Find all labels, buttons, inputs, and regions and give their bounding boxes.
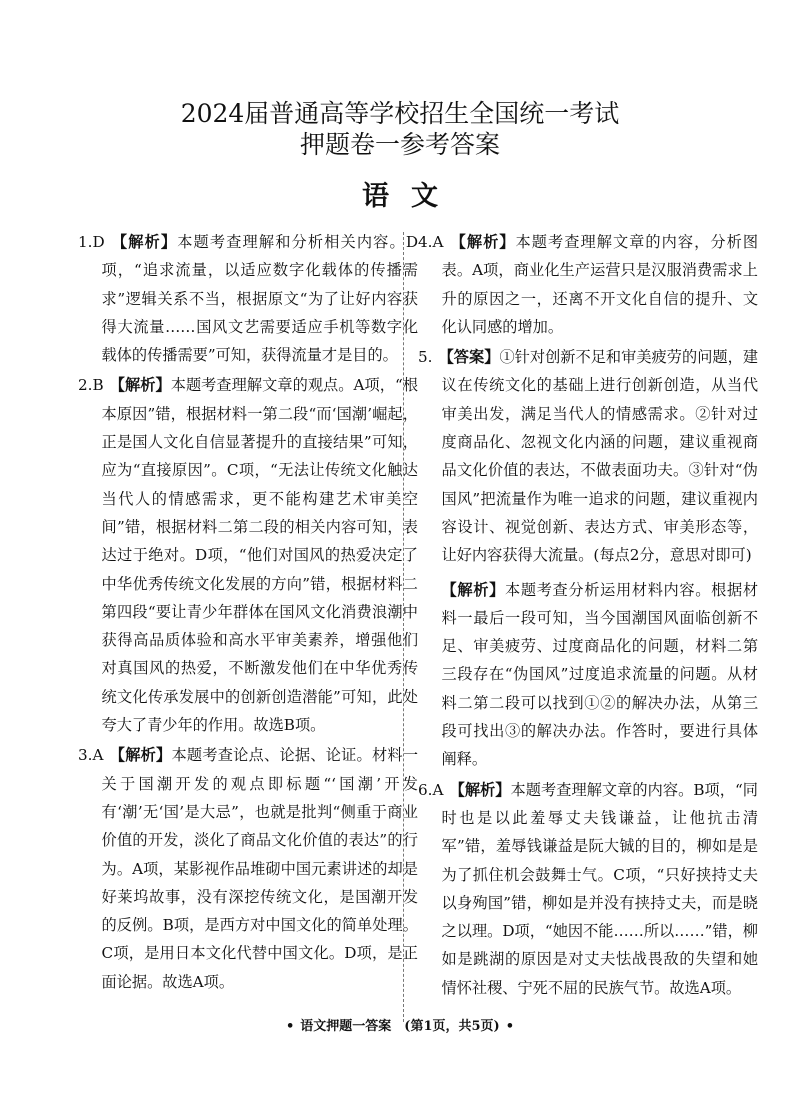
analysis-tag: 【解析】	[449, 233, 516, 251]
answer-tag: 【答案】	[438, 348, 500, 367]
analysis-tag: 【解析】	[441, 580, 505, 599]
answer-number: 3.A	[78, 746, 104, 765]
answer-item-5	[418, 343, 758, 773]
page-footer	[0, 1018, 800, 1036]
answer-number: 5.	[418, 348, 433, 367]
exam-subtitle: 押题卷一参考答案	[299, 130, 500, 159]
analysis-text: 本题考查分析运用材料内容。根据材料一最后一段可知，当今国潮国风面临创新不足、审美疲劳、过度商品化的问题，材料二第三段存在“伪国风”过度追求流量的问题。从材料二第二段可以找到①②的解决办法，从第三段可找出③的解决办法。作答时，要进行具体阐释。	[441, 580, 759, 769]
answer-text: 本题考查理解文章的内容。B项，“同时也是以此羞辱丈夫钱谦益，让他抗击清军”错，羞辱钱谦益是阮大铖的目的，柳如是是为了抓住机会鼓舞士气。C项，“只好挟持丈夫以身殉国”错，柳如是并没有挟持丈夫，而是晓之以理。D项，“她因不能……所以……”错，柳如是跳湖的原因是对丈夫怯战畏敌的失望和她情怀社稷、宁死不屈的民族气节。故选A项。	[441, 780, 758, 997]
answer-item-3	[78, 741, 418, 996]
answer-item-4	[418, 228, 758, 341]
left-column	[78, 228, 418, 998]
answer-text: 本题考查论点、论据、论证。材料一关于国潮开发的观点即标题“‘国潮’开发有‘潮’无‘国’是大忌”，也就是批判“侧重于商业价值的开发，淡化了商品文化价值的表达”的行为。A项，某影视作品堆砌中国元素讲述的却是好莱坞故事，没有深挖传统文化，是国潮开发的反例。B项，是西方对中国文化的简单处理。C项，是用日本文化代替中国文化。D项，是正面论据。故选A项。	[101, 746, 419, 991]
right-column	[418, 228, 758, 1004]
analysis-tag: 【解析】	[110, 233, 178, 251]
answer-number: 4.A	[418, 233, 444, 251]
bullet-icon: •	[285, 1019, 295, 1034]
subject-heading: 语文	[362, 181, 460, 212]
answer-number: 6.A	[418, 780, 444, 799]
answer-text: ①针对创新不足和审美疲劳的问题，建议在传统文化的基础上进行创新创造，从当代审美出发，满足当代人的情感需求。②针对过度商品化、忽视文化内涵的问题，建议重视商品文化价值的表达，不做表面功夫。③针对“伪国风”把流量作为唯一追求的问题，建议重视内容设计、视觉创新、表达方式、审美形态等，让好内容获得大流量。(每点2分，意思对即可)	[441, 348, 759, 565]
answer-number: 2.B	[78, 376, 104, 395]
footer-text: 语文押题一答案 (第1页，共5页)	[300, 1019, 500, 1034]
answer-text: 本题考查理解文章的观点。A项，“根本原因”错，根据材料一第二段“而‘国潮’崛起，正是国人文化自信显著提升的直接结果”可知，应为“直接原因”。C项，“无法让传统文化触达当代人的情感需求，更不能构建艺术审美空间”错，根据材料二第二段的相关内容可知，表达过于绝对。D项，“他们对国风的热爱决定了中华优秀传统文化发展的方向”错，根据材料二第四段“要让青少年群体在国风文化消费浪潮中获得高品质体验和高水平审美素养，增强他们对真国风的热爱，不断激发他们在中华优秀传统文化传承发展中的创新创造潜能”可知，此处夸大了青少年的作用。故选B项。	[101, 376, 419, 735]
analysis-tag: 【解析】	[109, 376, 171, 395]
analysis-paragraph	[442, 576, 758, 774]
answer-item-2	[78, 371, 418, 739]
analysis-tag: 【解析】	[109, 746, 172, 765]
answer-text: 本题考查理解文章的内容，分析图表。A项，商业化生产运营只是汉服消费需求上升的原因之一，还离不开文化自信的提升、文化认同感的增加。	[441, 233, 758, 336]
exam-title: 2024届普通高等学校招生全国统一考试	[180, 99, 620, 128]
analysis-tag: 【解析】	[449, 780, 511, 799]
bullet-icon: •	[505, 1019, 515, 1034]
column-divider	[403, 232, 404, 1022]
answer-number: 1.D	[78, 233, 105, 251]
answer-item-1	[78, 228, 418, 369]
answer-text: 本题考查理解和分析相关内容。D项，“追求流量，以适应数字化载体的传播需求”逻辑关系不当，根据原文“为了让好内容获得大流量……国风文艺需要适应手机等数字化载体的传播需要”可知，获得流量才是目的。	[101, 233, 419, 365]
answer-item-6	[418, 776, 758, 1002]
